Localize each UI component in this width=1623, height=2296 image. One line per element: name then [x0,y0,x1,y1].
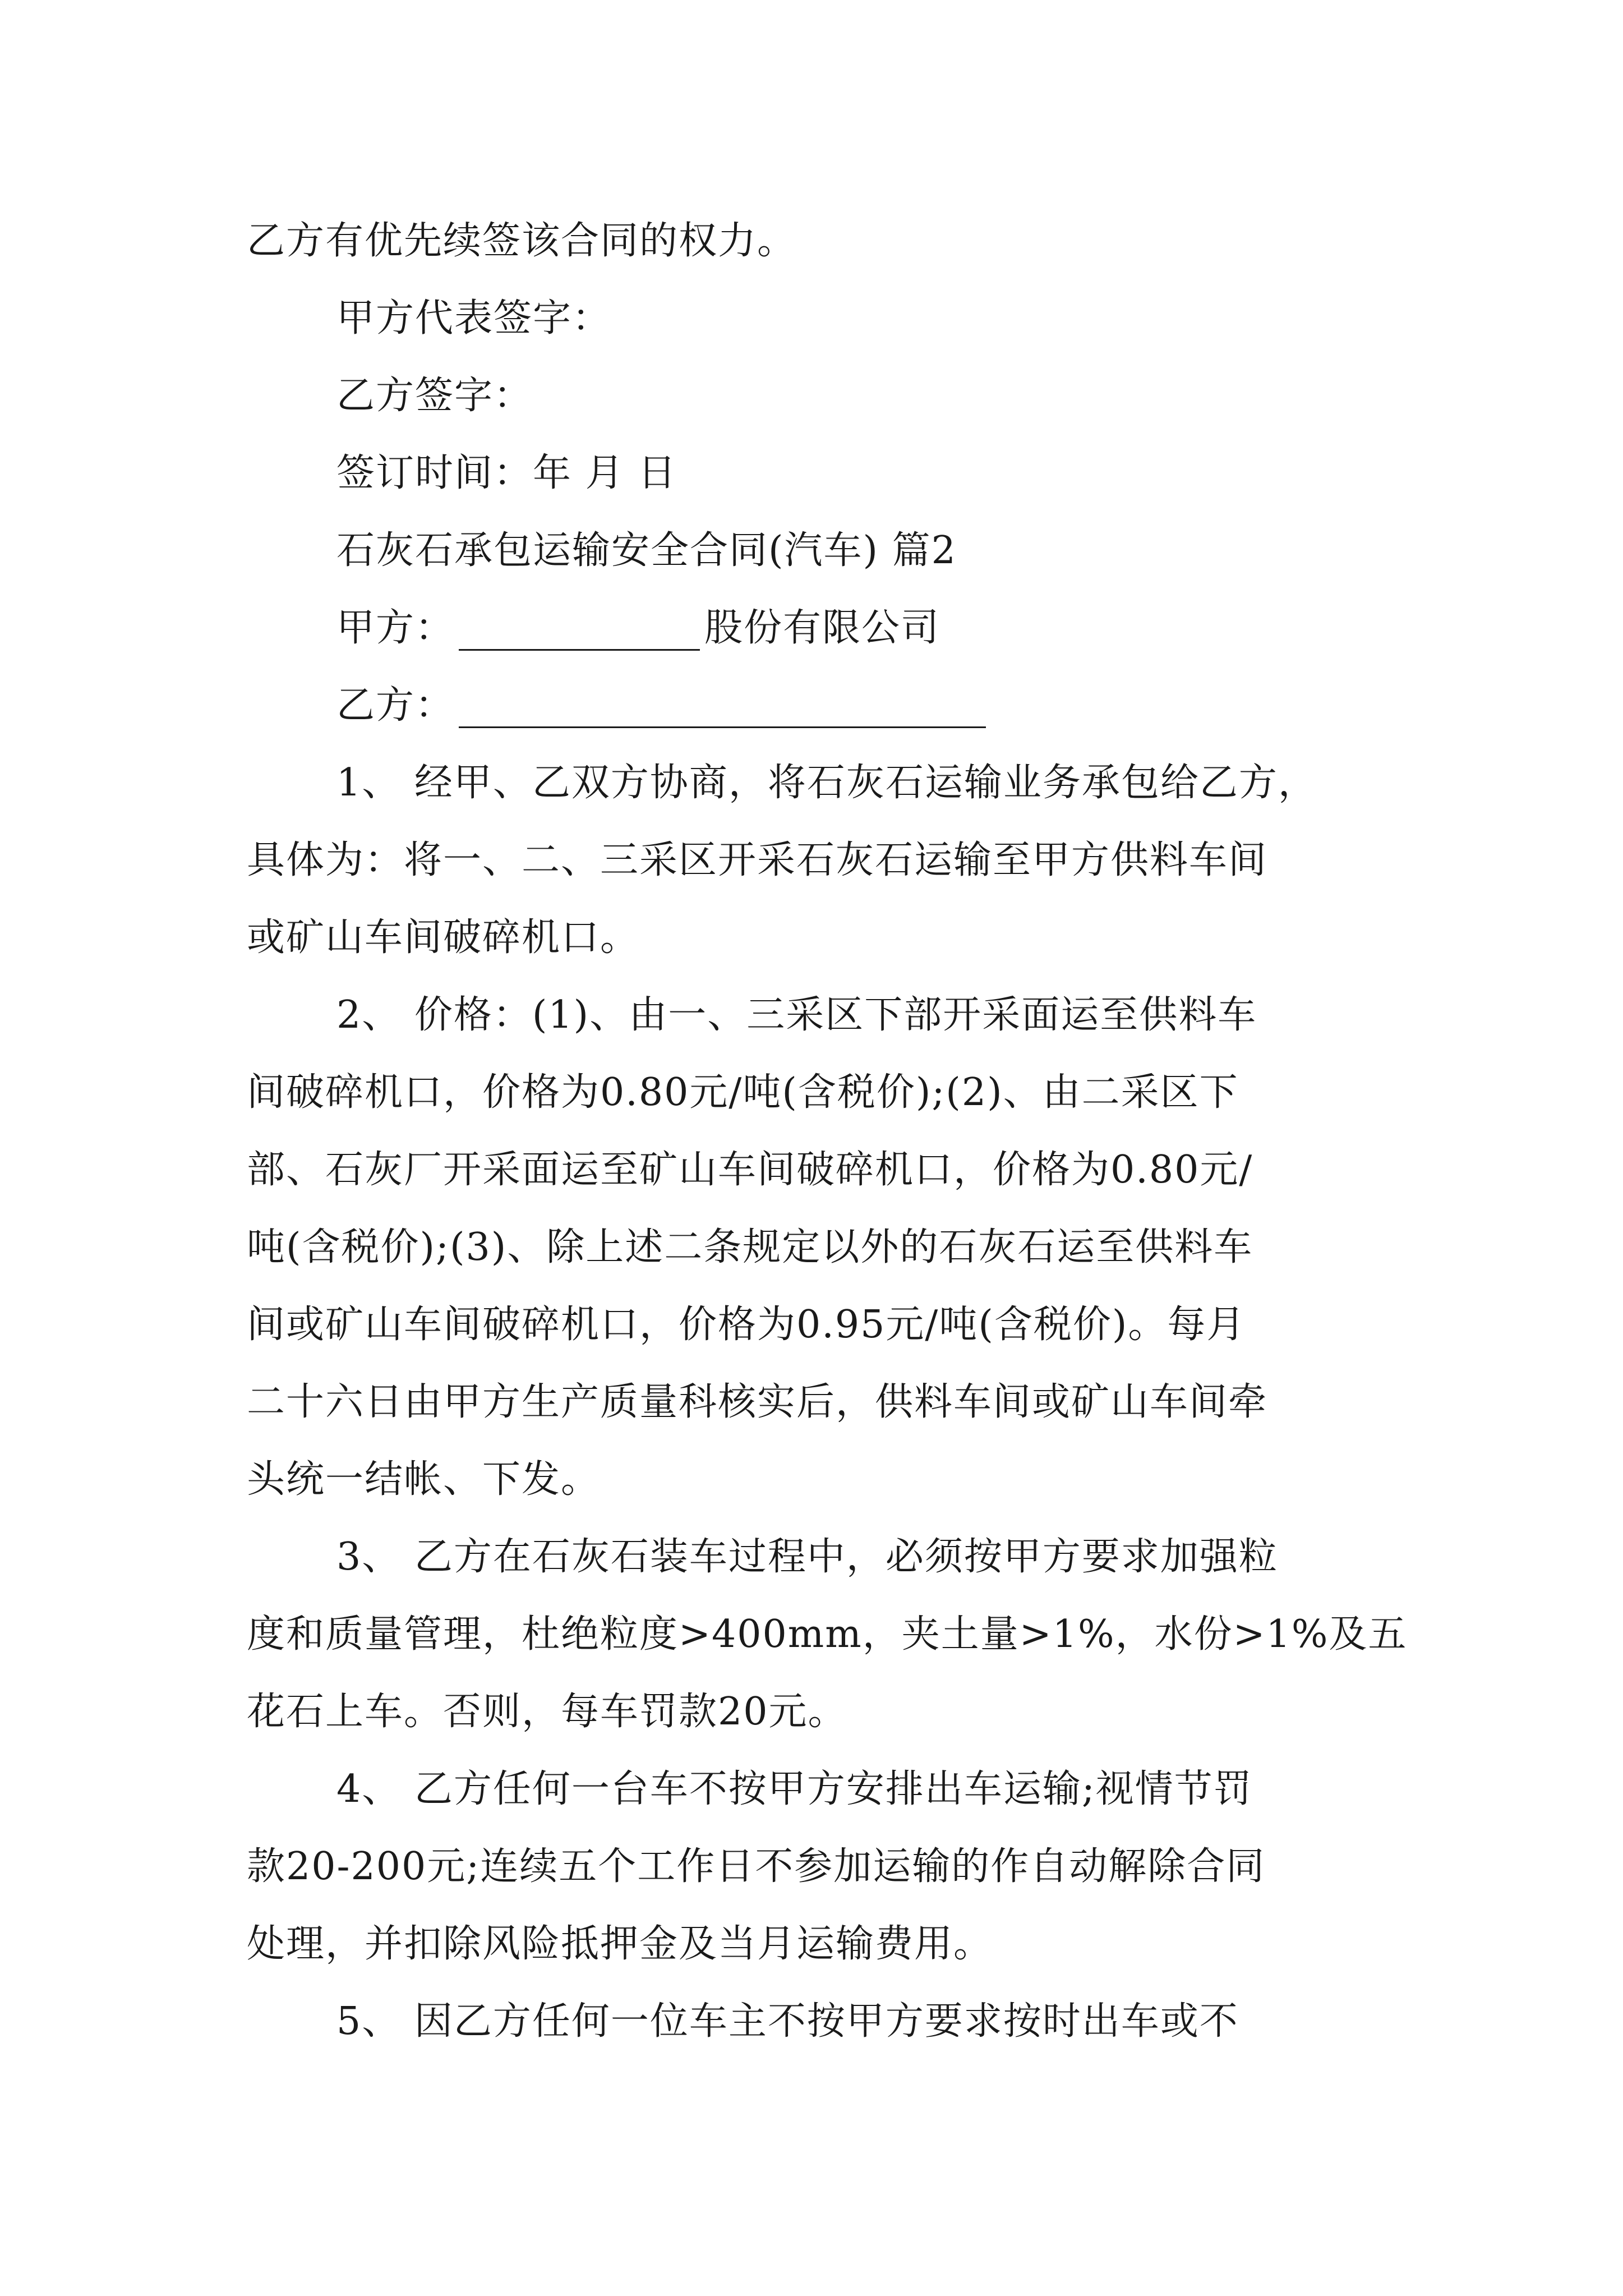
party-b-line [336,683,990,728]
clause-3-line: 3、 乙方在石灰石装车过程中，必须按甲方要求加强粒 [336,1535,1278,1579]
party-a-line [336,606,940,651]
party-b-signature-label: 乙方签字： [336,374,533,418]
clause-3-line: 度和质量管理，杜绝粒度>400mm，夹土量>1%，水份>1%及五 [247,1612,1408,1657]
party-b-blank [459,693,986,728]
clause-4-line: 处理，并扣除风险抵押金及当月运输费用。 [247,1922,993,1966]
clause-2-line: 间或矿山车间破碎机口，价格为0.95元/吨(含税价)。每月 [247,1303,1246,1347]
party-a-label: 甲方： [336,606,455,650]
clause-2-line: 吨(含税价);(3)、除上述二条规定以外的石灰石运至供料车 [247,1225,1253,1269]
signing-date-label: 签订时间：年 月 日 [336,451,677,495]
clause-2-line: 二十六日由甲方生产质量科核实后，供料车间或矿山车间牵 [247,1380,1268,1424]
text-line: 乙方有优先续签该合同的权力。 [247,219,797,263]
clause-4-line: 款20-200元;连续五个工作日不参加运输的作自动解除合同 [247,1844,1266,1889]
party-a-suffix: 股份有限公司 [704,606,940,650]
clause-1-line: 具体为：将一、二、三采区开采石灰石运输至甲方供料车间 [247,838,1268,882]
clause-2-line: 部、石灰厂开采面运至矿山车间破碎机口，价格为0.80元/ [247,1148,1253,1192]
clause-5-line: 5、 因乙方任何一位车主不按甲方要求按时出车或不 [336,1999,1239,2044]
clause-4-line: 4、 乙方任何一台车不按甲方安排出车运输;视情节罚 [336,1767,1253,1811]
clause-2-line: 2、 价格：(1)、由一、三采区下部开采面运至供料车 [336,993,1257,1037]
clause-2-line: 间破碎机口，价格为0.80元/吨(含税价);(2)、由二采区下 [247,1070,1239,1115]
clause-1-line: 或矿山车间破碎机口。 [247,915,640,960]
party-a-signature-label: 甲方代表签字： [336,296,612,341]
clause-2-line: 头统一结帐、下发。 [247,1457,601,1502]
clause-3-line: 花石上车。否则，每车罚款20元。 [247,1690,847,1734]
party-a-blank [459,615,700,651]
party-b-label: 乙方： [336,683,455,728]
section-title: 石灰石承包运输安全合同(汽车) 篇2 [336,528,957,573]
clause-1-line: 1、 经甲、乙双方协商，将石灰石运输业务承包给乙方， [336,761,1317,805]
